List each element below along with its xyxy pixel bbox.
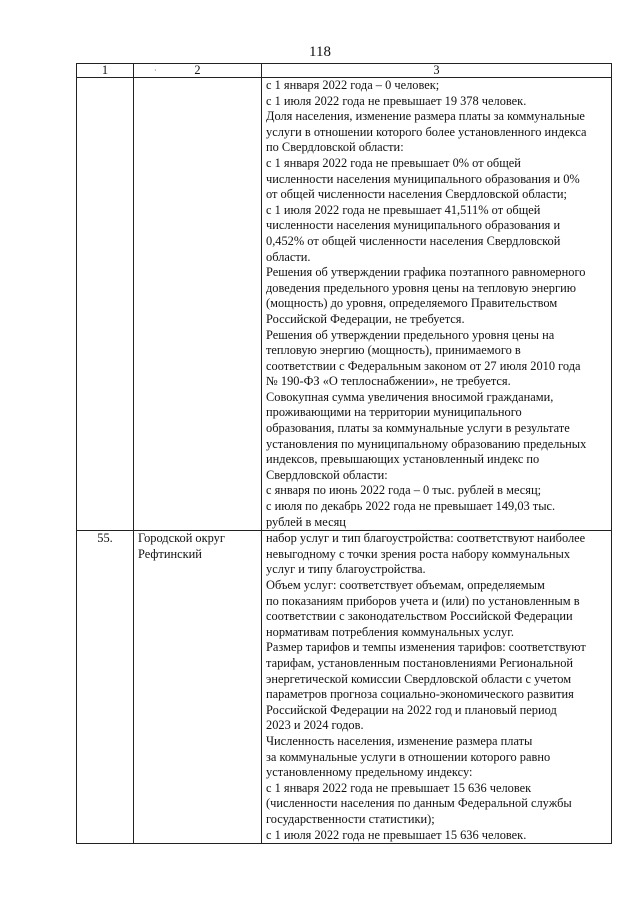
text-line: Решения об утверждении графика поэтапного равномерного: [266, 265, 586, 280]
description-text: [262, 78, 612, 531]
text-line: государственности статистики);: [266, 811, 435, 826]
text-line: рублей в месяц: [266, 514, 346, 529]
text-line: с 1 июля 2022 года не превышает 15 636 человек.: [266, 827, 527, 842]
text-line: соответствии с Федеральным законом от 27 июля 2010 года: [266, 358, 581, 373]
text-line: (численности населения по данным Федеральной службы: [266, 796, 572, 811]
text-line: Российской Федерации на 2022 год и плановый период: [266, 702, 557, 717]
text-line: № 190-ФЗ «О теплоснабжении», не требуется.: [266, 374, 511, 389]
text-line: области.: [266, 249, 311, 264]
text-line: параметров прогноза социально-экономического развития: [266, 687, 574, 702]
text-line: Российской Федерации, не требуется.: [266, 311, 465, 326]
text-line: индексов, превышающих установленный индекс по: [266, 452, 540, 467]
stray-dot: ·: [154, 66, 157, 75]
table-row: [77, 531, 612, 844]
text-line: услуги в отношении которого более установленного индекса: [266, 124, 587, 139]
municipality-name-line: Городской округ: [138, 531, 225, 546]
text-line: проживающими на территории муниципального: [266, 405, 522, 420]
text-line: нормативам потребления коммунальных услуг.: [266, 624, 515, 639]
text-line: установления по муниципальному образованию предельных: [266, 436, 587, 451]
column-header-1: 1: [77, 64, 134, 78]
text-line: образования, платы за коммунальные услуги в результате: [266, 421, 570, 436]
text-line: по показаниям приборов учета и (или) по установленным в: [266, 593, 580, 608]
text-line: Численность населения, изменение размера платы: [266, 733, 533, 748]
text-line: с 1 января 2022 года не превышает 15 636 человек: [266, 780, 532, 795]
text-line: с января по июнь 2022 года – 0 тыс. рублей в месяц;: [266, 483, 542, 498]
text-line: невыгодному с точки зрения роста набору коммунальных: [266, 546, 571, 561]
text-line: энергетической комиссии Свердловской области с учетом: [266, 671, 572, 686]
page-number: 118: [309, 44, 331, 60]
text-line: услуг и типу благоустройства.: [266, 562, 426, 577]
text-line: от общей численности населения Свердловской области;: [266, 187, 567, 202]
municipality-name-line: Рефтинский: [138, 546, 202, 561]
text-line: набор услуг и тип благоустройства: соответствуют наиболее: [266, 531, 586, 546]
text-line: с 1 июля 2022 года не превышает 41,511% от общей: [266, 202, 541, 217]
text-line: соответствии с законодательством Российской Федерации: [266, 609, 573, 624]
text-line: с июля по декабрь 2022 года не превышает 149,03 тыс.: [266, 499, 556, 514]
text-line: тепловую энергию (мощность), принимаемого в: [266, 343, 521, 358]
document-table: [76, 63, 612, 844]
text-line: численности населения муниципального образования и 0%: [266, 171, 580, 186]
row-number: [77, 78, 134, 531]
text-line: по Свердловской области:: [266, 140, 404, 155]
text-line: Доля населения, изменение размера платы за коммунальные: [266, 109, 585, 124]
text-line: Свердловской области:: [266, 467, 388, 482]
text-line: (мощность) до уровня, определяемого Правительством: [266, 296, 558, 311]
table-row: [77, 78, 612, 531]
text-line: за коммунальные услуги в отношении которого равно: [266, 749, 551, 764]
text-line: тарифам, установленным постановлениями Региональной: [266, 655, 574, 670]
row-number: 55.: [77, 531, 134, 844]
municipality-name: [134, 78, 262, 531]
column-header-3: 3: [262, 64, 612, 78]
text-line: Совокупная сумма увеличения вносимой гражданами,: [266, 389, 554, 404]
text-line: 0,452% от общей численности населения Свердловской: [266, 233, 561, 248]
table-header-row: [77, 64, 612, 78]
text-line: Объем услуг: соответствует объемам, определяемым: [266, 578, 545, 592]
text-line: с 1 января 2022 года не превышает 0% от общей: [266, 155, 521, 170]
description-text: [262, 531, 612, 844]
municipality-name: [134, 531, 262, 844]
text-line: с 1 июля 2022 года не превышает 19 378 человек.: [266, 93, 527, 108]
text-line: установленному предельному индексу:: [266, 765, 473, 780]
text-line: Решения об утверждении предельного уровня цены на: [266, 327, 555, 342]
text-line: с 1 января 2022 года – 0 человек;: [266, 78, 440, 92]
text-line: Размер тарифов и темпы изменения тарифов: соответствуют: [266, 640, 586, 655]
text-line: численности населения муниципального образования и: [266, 218, 561, 233]
text-line: 2023 и 2024 годов.: [266, 718, 364, 733]
column-header-2: 2: [134, 64, 262, 78]
text-line: доведения предельного уровня цены на тепловую энергию: [266, 280, 576, 295]
